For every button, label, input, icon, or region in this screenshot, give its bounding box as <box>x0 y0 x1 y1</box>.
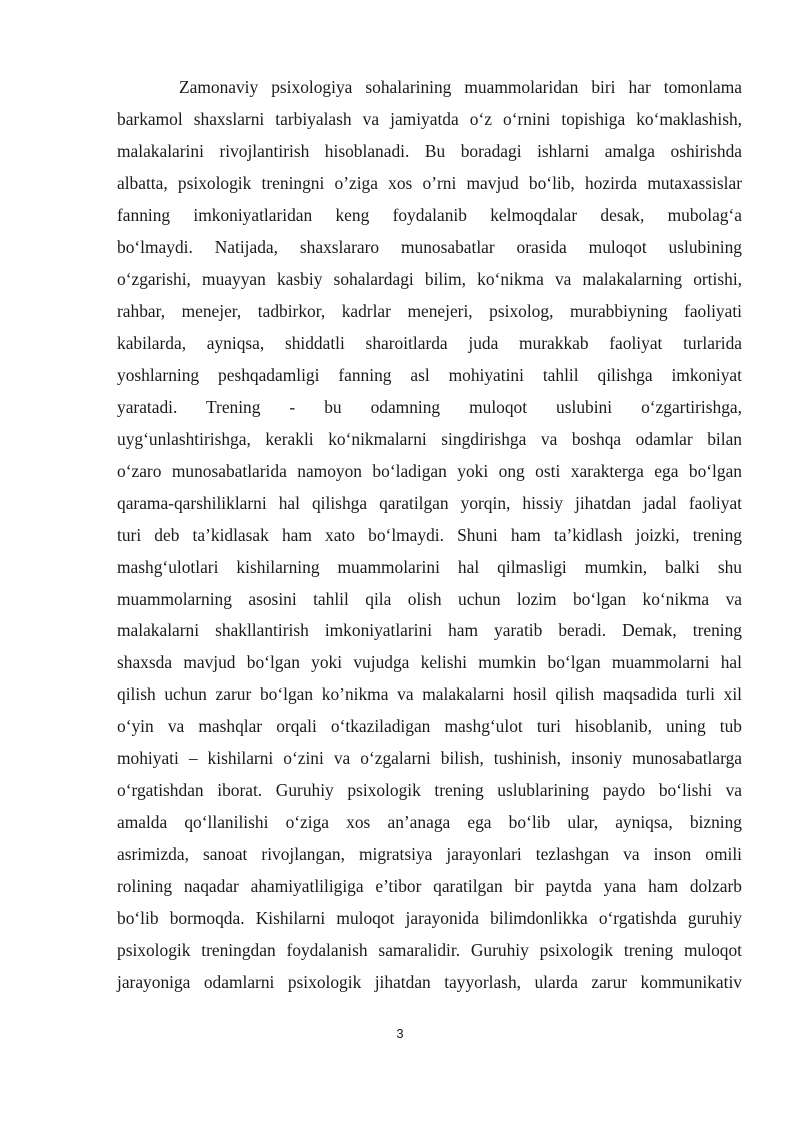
text-line: o‘zgarishi, muayyan kasbiy sohalardagi bilim, ko‘nikma va malakalarning ortishi, <box>117 268 742 289</box>
text-line: rahbar, menejer, tadbirkor, kadrlar menejeri, psixolog, murabbiyning faoliyati <box>117 300 742 321</box>
text-line: amalda qo‘llanilishi o‘ziga xos an’anaga ega bo‘lib ular, ayniqsa, bizning <box>117 812 742 833</box>
page-number: 3 <box>396 1026 404 1041</box>
text-line: barkamol shaxslarni tarbiyalash va jamiyatda o‘z o‘rnini topishiga ko‘maklashish, <box>117 108 742 129</box>
text-line: o‘yin va mashqlar orqali o‘tkaziladigan mashg‘ulot turi hisoblanib, uning tub <box>117 716 742 737</box>
text-line: kabilarda, ayniqsa, shiddatli sharoitlarda juda murakkab faoliyat turlarida <box>117 332 742 353</box>
text-line: mohiyati – kishilarni o‘zini va o‘zgalarni bilish, tushinish, insoniy munosabatlarga <box>117 748 742 769</box>
text-line: jarayoniga odamlarni psixologik jihatdan tayyorlash, ularda zarur kommunikativ <box>117 972 742 993</box>
text-line: qarama-qarshiliklarni hal qilishga qaratilgan yorqin, hissiy jihatdan jadal faoliyat <box>117 492 742 513</box>
text-line: o‘zaro munosabatlarida namoyon bo‘ladigan yoki ong osti xarakterga ega bo‘lgan <box>117 460 742 481</box>
text-line: rolining naqadar ahamiyatliligiga e’tibor qaratilgan bir paytda yana ham dolzarb <box>117 876 742 897</box>
text-line: Zamonaviy psixologiya sohalarining muammolaridan biri har tomonlama <box>179 77 742 97</box>
body-paragraph <box>117 72 742 999</box>
text-line: shaxsda mavjud bo‘lgan yoki vujudga kelishi mumkin bo‘lgan muammolarni hal <box>117 652 742 673</box>
text-line: fanning imkoniyatlaridan keng foydalanib kelmoqdalar desak, mubolag‘a <box>117 204 742 225</box>
text-line: muammolarning asosini tahlil qila olish uchun lozim bo‘lgan ko‘nikma va <box>117 588 742 609</box>
text-line: bo‘lmaydi. Natijada, shaxslararo munosabatlar orasida muloqot uslubining <box>117 236 742 257</box>
text-line: malakalarni shakllantirish imkoniyatlarini ham yaratib beradi. Demak, trening <box>117 620 742 641</box>
text-line: yoshlarning peshqadamligi fanning asl mohiyatini tahlil qilishga imkoniyat <box>117 364 742 385</box>
text-line: bo‘lib bormoqda. Kishilarni muloqot jarayonida bilimdonlikka o‘rgatishda guruhiy <box>117 908 742 929</box>
text-line: turi deb ta’kidlasak ham xato bo‘lmaydi. Shuni ham ta’kidlash joizki, trening <box>117 524 742 545</box>
text-line: albatta, psixologik treningni o’ziga xos o’rni mavjud bo‘lib, hozirda mutaxassislar <box>117 172 742 193</box>
text-line: uyg‘unlashtirishga, kerakli ko‘nikmalarni singdirishga va boshqa odamlar bilan <box>117 428 742 449</box>
text-line: malakalarini rivojlantirish hisoblanadi. Bu boradagi ishlarni amalga oshirishda <box>117 140 742 161</box>
text-line: yaratadi. Trening - bu odamning muloqot uslubini o‘zgartirishga, <box>117 396 742 417</box>
text-line: mashg‘ulotlari kishilarning muammolarini hal qilmasligi mumkin, balki shu <box>117 556 742 577</box>
text-line: qilish uchun zarur bo‘lgan ko’nikma va malakalarni hosil qilish maqsadida turli xil <box>117 684 742 705</box>
text-line: asrimizda, sanoat rivojlangan, migratsiya jarayonlari tezlashgan va inson omili <box>117 844 742 865</box>
text-line: psixologik treningdan foydalanish samaralidir. Guruhiy psixologik trening muloqot <box>117 940 742 961</box>
text-line: o‘rgatishdan iborat. Guruhiy psixologik trening uslublarining paydo bo‘lishi va <box>117 780 742 801</box>
